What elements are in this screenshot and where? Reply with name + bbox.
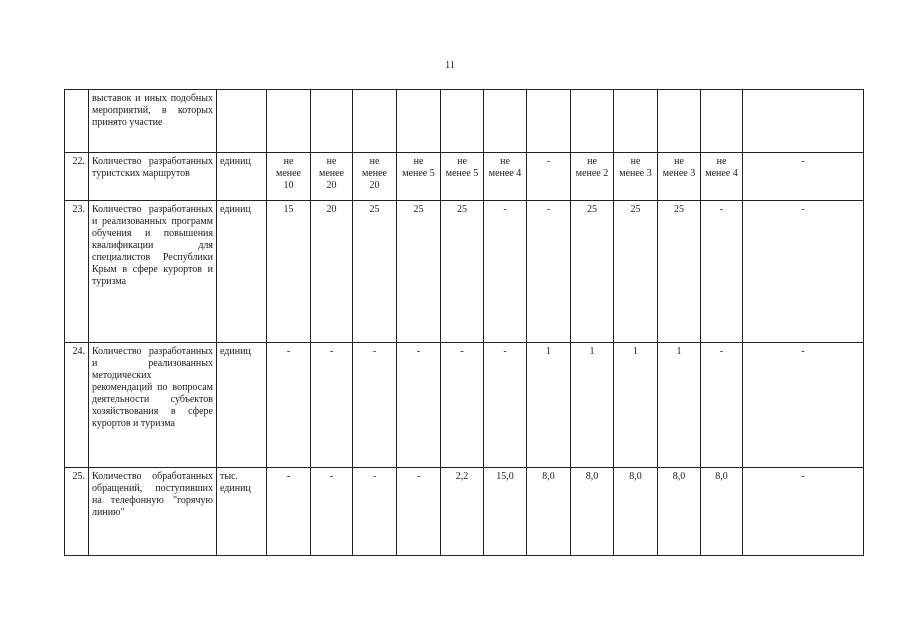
unit-cell: единиц [217, 201, 267, 343]
value-cell: - [743, 343, 864, 468]
value-cell: - [701, 343, 743, 468]
page-number: 11 [445, 60, 455, 71]
value-cell: не менее 10 [267, 153, 311, 201]
value-cell: - [441, 343, 484, 468]
value-cell: не менее 5 [441, 153, 484, 201]
value-cell: 15,0 [484, 468, 527, 556]
indicator-name: Количество разработанных и реализованных программ обучения и повышения квалификации для специалистов Республики Крым в сфере курортов и туризма [89, 201, 217, 343]
row-number [65, 90, 89, 153]
value-cell: 8,0 [571, 468, 614, 556]
value-cell: 1 [614, 343, 658, 468]
value-cell: не менее 20 [353, 153, 397, 201]
value-cell: 2,2 [441, 468, 484, 556]
row-number: 25. [65, 468, 89, 556]
value-cell: 25 [614, 201, 658, 343]
unit-cell: единиц [217, 153, 267, 201]
indicator-name: Количество разработанных туристских маршрутов [89, 153, 217, 201]
value-cell [658, 90, 701, 153]
value-cell: - [353, 343, 397, 468]
value-cell [353, 90, 397, 153]
value-cell: не менее 4 [484, 153, 527, 201]
value-cell [701, 90, 743, 153]
value-cell: 25 [571, 201, 614, 343]
value-cell: - [743, 468, 864, 556]
value-cell: 1 [658, 343, 701, 468]
value-cell: 15 [267, 201, 311, 343]
value-cell: 8,0 [701, 468, 743, 556]
value-cell: - [484, 343, 527, 468]
value-cell [527, 90, 571, 153]
table-row [65, 90, 864, 153]
row-number: 22. [65, 153, 89, 201]
value-cell [441, 90, 484, 153]
value-cell: 8,0 [527, 468, 571, 556]
row-number: 24. [65, 343, 89, 468]
value-cell: 25 [353, 201, 397, 343]
value-cell [571, 90, 614, 153]
indicator-name: выставок и иных подобных мероприятий, в которых принято участие [89, 90, 217, 153]
value-cell: 8,0 [658, 468, 701, 556]
table-row [65, 468, 864, 556]
value-cell: 1 [527, 343, 571, 468]
value-cell: 8,0 [614, 468, 658, 556]
unit-cell: тыс. единиц [217, 468, 267, 556]
unit-cell: единиц [217, 343, 267, 468]
value-cell [397, 90, 441, 153]
indicator-name: Количество обработанных обращений, поступивших на телефонную "горячую линию" [89, 468, 217, 556]
value-cell [484, 90, 527, 153]
value-cell: - [701, 201, 743, 343]
value-cell: 25 [441, 201, 484, 343]
value-cell: - [484, 201, 527, 343]
value-cell: не менее 5 [397, 153, 441, 201]
value-cell: - [397, 343, 441, 468]
value-cell: - [267, 343, 311, 468]
value-cell: 25 [397, 201, 441, 343]
table-row [65, 201, 864, 343]
indicator-name: Количество разработанных и реализованных методических рекомендаций по вопросам деятельности субъектов хозяйствования в сфере курортов и туризма [89, 343, 217, 468]
unit-cell [217, 90, 267, 153]
value-cell: не менее 2 [571, 153, 614, 201]
value-cell: не менее 4 [701, 153, 743, 201]
value-cell: 1 [571, 343, 614, 468]
row-number: 23. [65, 201, 89, 343]
value-cell: не менее 3 [658, 153, 701, 201]
value-cell: не менее 3 [614, 153, 658, 201]
table-row [65, 343, 864, 468]
value-cell: - [311, 343, 353, 468]
value-cell: - [353, 468, 397, 556]
value-cell [743, 90, 864, 153]
value-cell: - [743, 153, 864, 201]
value-cell: - [311, 468, 353, 556]
value-cell: - [267, 468, 311, 556]
value-cell: - [527, 153, 571, 201]
value-cell: 25 [658, 201, 701, 343]
value-cell [311, 90, 353, 153]
value-cell [614, 90, 658, 153]
value-cell: - [743, 201, 864, 343]
indicators-table [64, 89, 864, 556]
value-cell: - [527, 201, 571, 343]
value-cell: 20 [311, 201, 353, 343]
value-cell [267, 90, 311, 153]
value-cell: не менее 20 [311, 153, 353, 201]
value-cell: - [397, 468, 441, 556]
table-row [65, 153, 864, 201]
